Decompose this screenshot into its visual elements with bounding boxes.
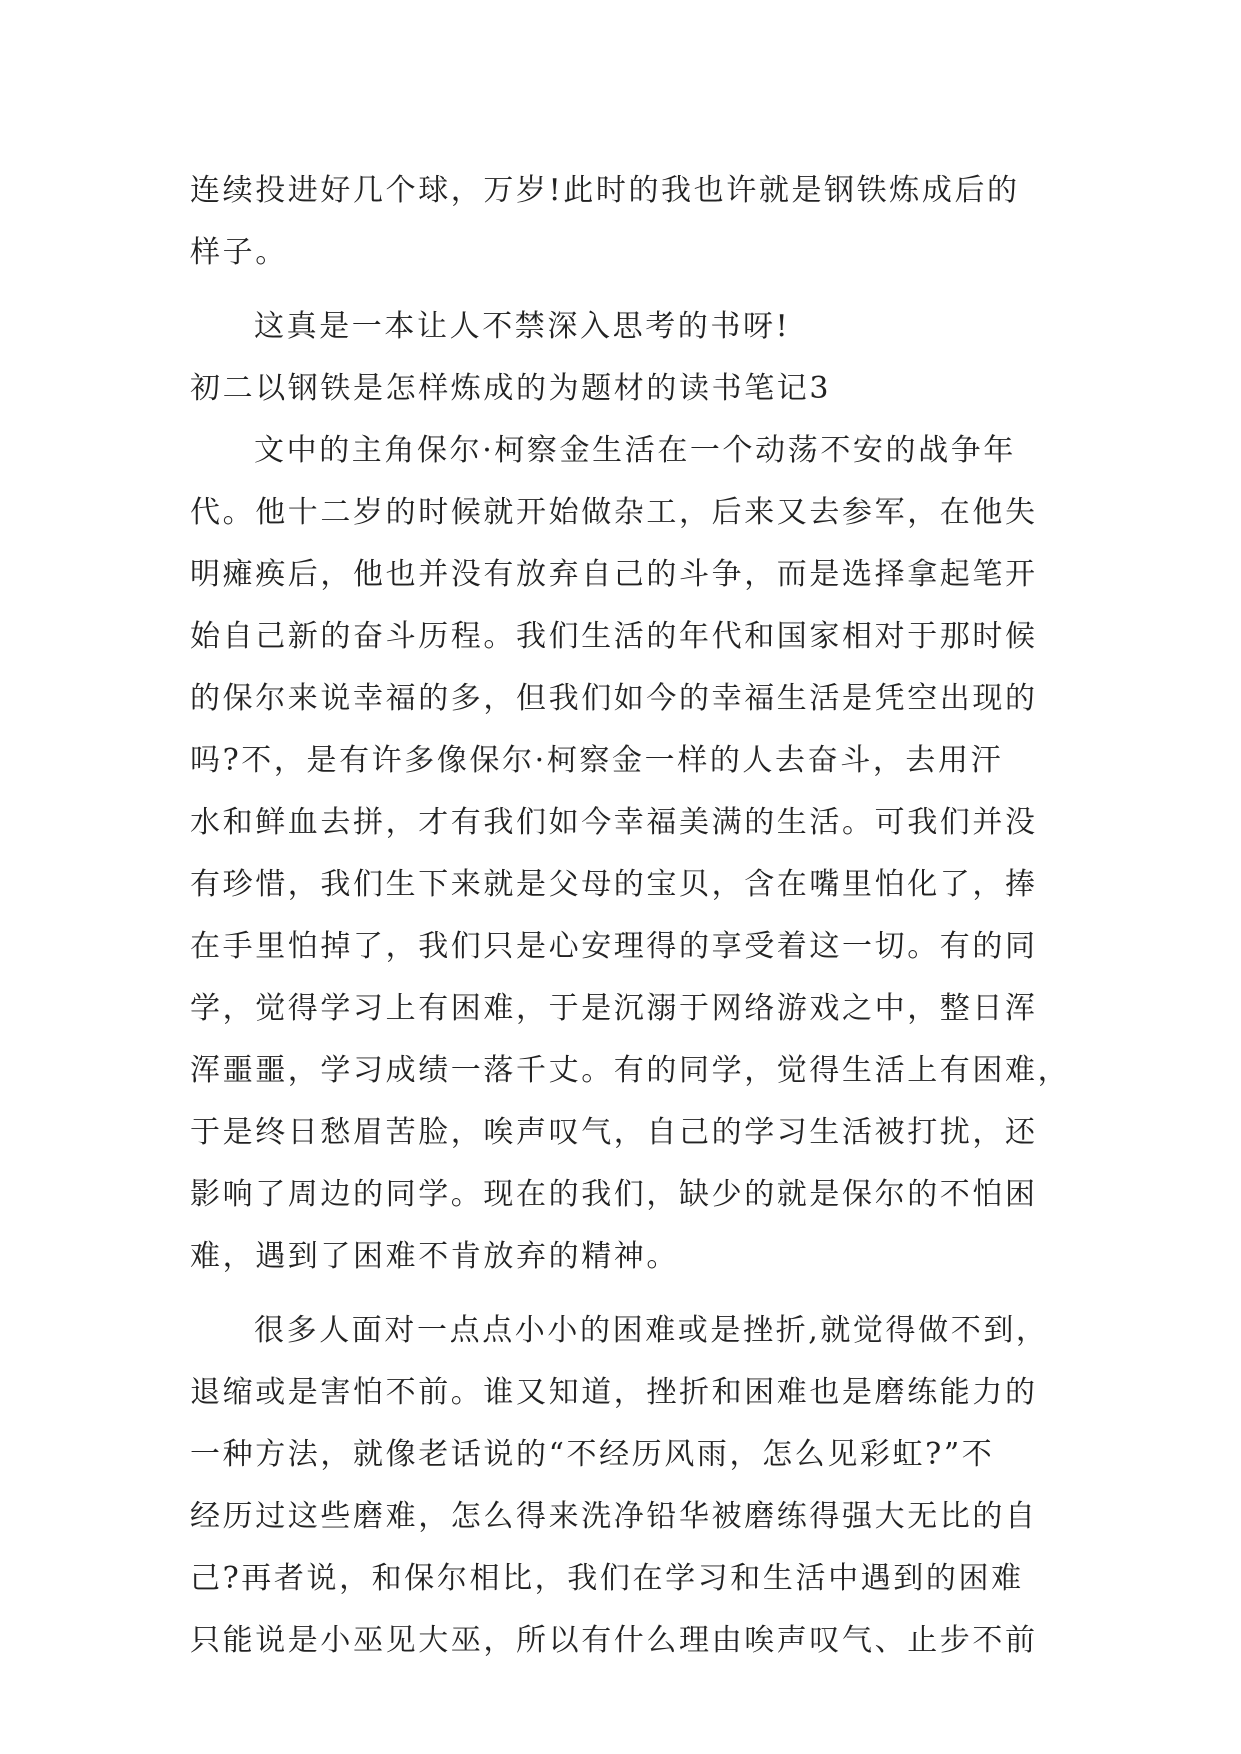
text-line: 难，遇到了困难不肯放弃的精神。	[190, 1239, 679, 1274]
text-line: 只能说是小巫见大巫，所以有什么理由唉声叹气、止步不前	[190, 1623, 1038, 1658]
text-line: 影响了周边的同学。现在的我们，缺少的就是保尔的不怕困	[190, 1177, 1038, 1212]
section-heading: 初二以钢铁是怎样炼成的为题材的读书笔记3	[190, 371, 832, 406]
text-line: 浑噩噩，学习成绩一落千丈。有的同学，觉得生活上有困难，	[190, 1053, 1071, 1088]
paragraph-reflection	[190, 1300, 1062, 1672]
text-line: 己?再者说，和保尔相比，我们在学习和生活中遇到的困难	[190, 1561, 1024, 1596]
text-line: 始自己新的奋斗历程。我们生活的年代和国家相对于那时候	[190, 619, 1038, 654]
text-line: 文中的主角保尔·柯察金生活在一个动荡不安的战争年	[254, 433, 1016, 468]
text-line: 有珍惜，我们生下来就是父母的宝贝，含在嘴里怕化了，捧	[190, 867, 1038, 902]
text-line: 样子。	[190, 235, 288, 270]
paragraph-conclusion	[190, 296, 1062, 358]
text-line: 经历过这些磨难，怎么得来洗净铅华被磨练得强大无比的自	[190, 1499, 1038, 1534]
text-line: 这真是一本让人不禁深入思考的书呀!	[254, 309, 791, 344]
section-heading-wrapper	[190, 358, 1062, 420]
text-line: 连续投进好几个球，万岁!此时的我也许就是钢铁炼成后的	[190, 173, 1020, 208]
paragraph-continuation	[190, 160, 1062, 284]
text-line: 代。他十二岁的时候就开始做杂工，后来又去参军，在他失	[190, 495, 1038, 530]
text-line: 很多人面对一点点小小的困难或是挫折,就觉得做不到，	[254, 1313, 1049, 1348]
paragraph-main	[190, 420, 1071, 1288]
text-line: 明瘫痪后，他也并没有放弃自己的斗争，而是选择拿起笔开	[190, 557, 1038, 592]
text-line: 退缩或是害怕不前。谁又知道，挫折和困难也是磨练能力的	[190, 1375, 1038, 1410]
text-line: 在手里怕掉了，我们只是心安理得的享受着这一切。有的同	[190, 929, 1038, 964]
text-line: 于是终日愁眉苦脸，唉声叹气，自己的学习生活被打扰，还	[190, 1115, 1038, 1150]
text-line: 学，觉得学习上有困难，于是沉溺于网络游戏之中，整日浑	[190, 991, 1038, 1026]
text-line: 一种方法，就像老话说的“不经历风雨，怎么见彩虹?”不	[190, 1437, 995, 1472]
document-body	[190, 160, 1071, 1672]
text-line: 的保尔来说幸福的多，但我们如今的幸福生活是凭空出现的	[190, 681, 1038, 716]
text-line: 水和鲜血去拼，才有我们如今幸福美满的生活。可我们并没	[190, 805, 1038, 840]
text-line: 吗?不，是有许多像保尔·柯察金一样的人去奋斗，去用汗	[190, 743, 1004, 778]
